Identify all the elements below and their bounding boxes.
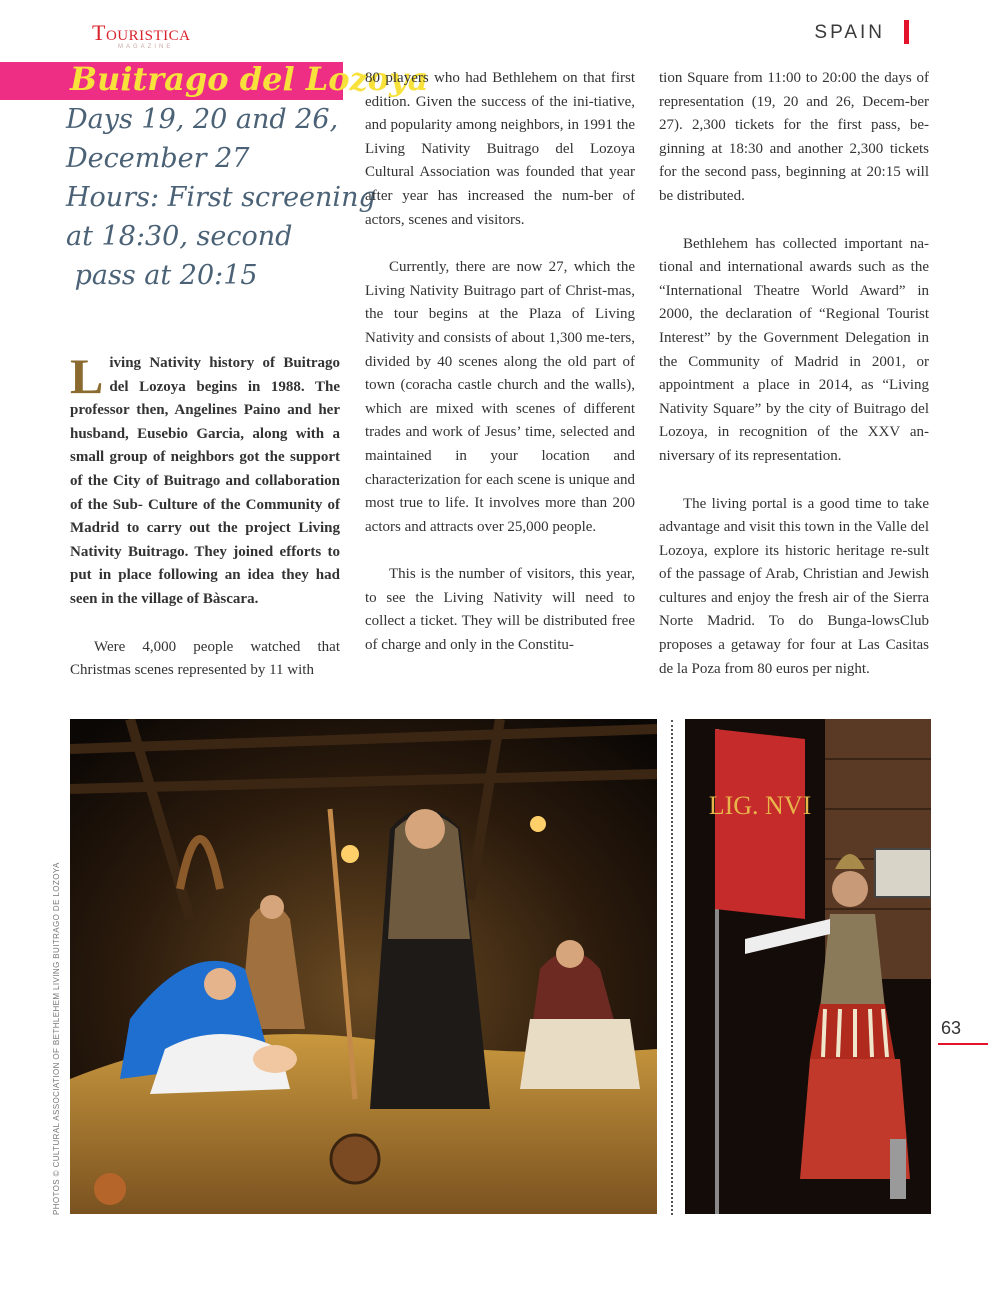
paragraph-3-start: This is the number of visitors, this year, to see the Living Nativity will need to collect a ticket. They will be distributed free of charge and only in the Constitu- (365, 566, 635, 654)
event-hours-line-2: at 18:30, second (66, 221, 293, 252)
lead-paragraph (70, 348, 340, 612)
lead-text: iving Nativity history of Buitrago del Lozoya begins in 1988. The professor then, Angelines Paino and her husband, Eusebio Garcia, along with a small group of neighbors got the support of the City of Buitrago and collaboration of the Sub- Culture of the Community of Madrid to carry out the project Living Nativity Buitrago. They joined efforts to put in place following an idea they had seen in the village of Bàscara. (70, 355, 340, 607)
event-info-block (66, 100, 376, 295)
section-label: SPAIN (814, 22, 885, 43)
event-days-line: Days 19, 20 and 26, (66, 104, 339, 135)
event-hours-line: Hours: First screening (66, 182, 376, 213)
drop-cap: L (70, 348, 104, 404)
paragraph-3-continued: tion Square from 11:00 to 20:00 the days of representation (19, 20 and 26, Decem-ber 27). 2,300 tickets for the first pass, be-ginning at 18:30 and another 2,300 tickets for the second pass, beginning at 20:15 will be distributed. (659, 70, 929, 204)
photo-credit: PHOTOS © CULTURAL ASSOCIATION OF BETHLEHEM LIVING BUITRAGO DE LOZOYA (52, 862, 61, 1215)
magazine-logo: Touristica (92, 20, 191, 45)
page-number: 63 (941, 1018, 962, 1038)
nativity-scene-illustration (70, 719, 657, 1214)
article-column-1 (70, 348, 340, 707)
article-title: Buitrago del Lozoya (70, 60, 429, 98)
nativity-scene-photo (70, 719, 657, 1214)
event-month-line: December 27 (66, 143, 250, 174)
photo-divider (671, 720, 673, 1215)
article-column-2 (365, 67, 635, 682)
paragraph-2: Currently, there are now 27, which the Living Nativity Buitrago part of Christ-mas, the tour begins at the Plaza of Living Nativity and consists of about 1,300 me-ters, divided by 40 scenes along the old part of town (coracha castle church and the walls), which are mixed with scenes of different trades and work of Jesus’ time, selected and maintained in your location and characterization for each scene is unique and most true to life. It involves more than 200 actors and attracts over 25,000 people. (365, 259, 635, 535)
magazine-logo-subtitle: MAGAZINE (118, 44, 174, 50)
article-column-3 (659, 67, 929, 705)
page-number-underline (938, 1043, 988, 1045)
event-hours-line-3: pass at 20:15 (66, 260, 258, 291)
section-marker-bar (904, 20, 909, 44)
paragraph-1-continued: 80 players who had Bethlehem on that first edition. Given the success of the ini-tiative, and popularity among neighbors, in 1991 the Living Nativity Buitrago del Lozoya Cultural Association was founded that year after year has increased the num-ber of actors, scenes and visitors. (365, 70, 635, 228)
banner-inscription: LIG. NVI (708, 791, 812, 820)
roman-soldier-photo (685, 719, 931, 1214)
paragraph-1-start: Were 4,000 people watched that Christmas scenes represented by 11 with (70, 638, 340, 679)
roman-soldier-illustration (685, 719, 931, 1214)
paragraph-5: The living portal is a good time to take advantage and visit this town in the Valle del Lozoya, explore its historic heritage re-sult of the passage of Arab, Christian and Jewish cultures and enjoy the fresh air of the Sierra Norte Madrid. To do Bunga-lowsClub proposes a getaway for four at Las Casitas de la Poza from 80 euros per night. (659, 495, 929, 677)
paragraph-4: Bethlehem has collected important na-tional and international awards such as the “International Theatre World Award” in 2000, the declaration of “Regional Tourist Interest” by the Government Delegation in the Community of Madrid in 2001, or appointment a place in 2014, as “Living Nativity Square” by the city of Buitrago del Lozoya, in recognition of the XXV an-niversary of its representation. (659, 235, 929, 464)
